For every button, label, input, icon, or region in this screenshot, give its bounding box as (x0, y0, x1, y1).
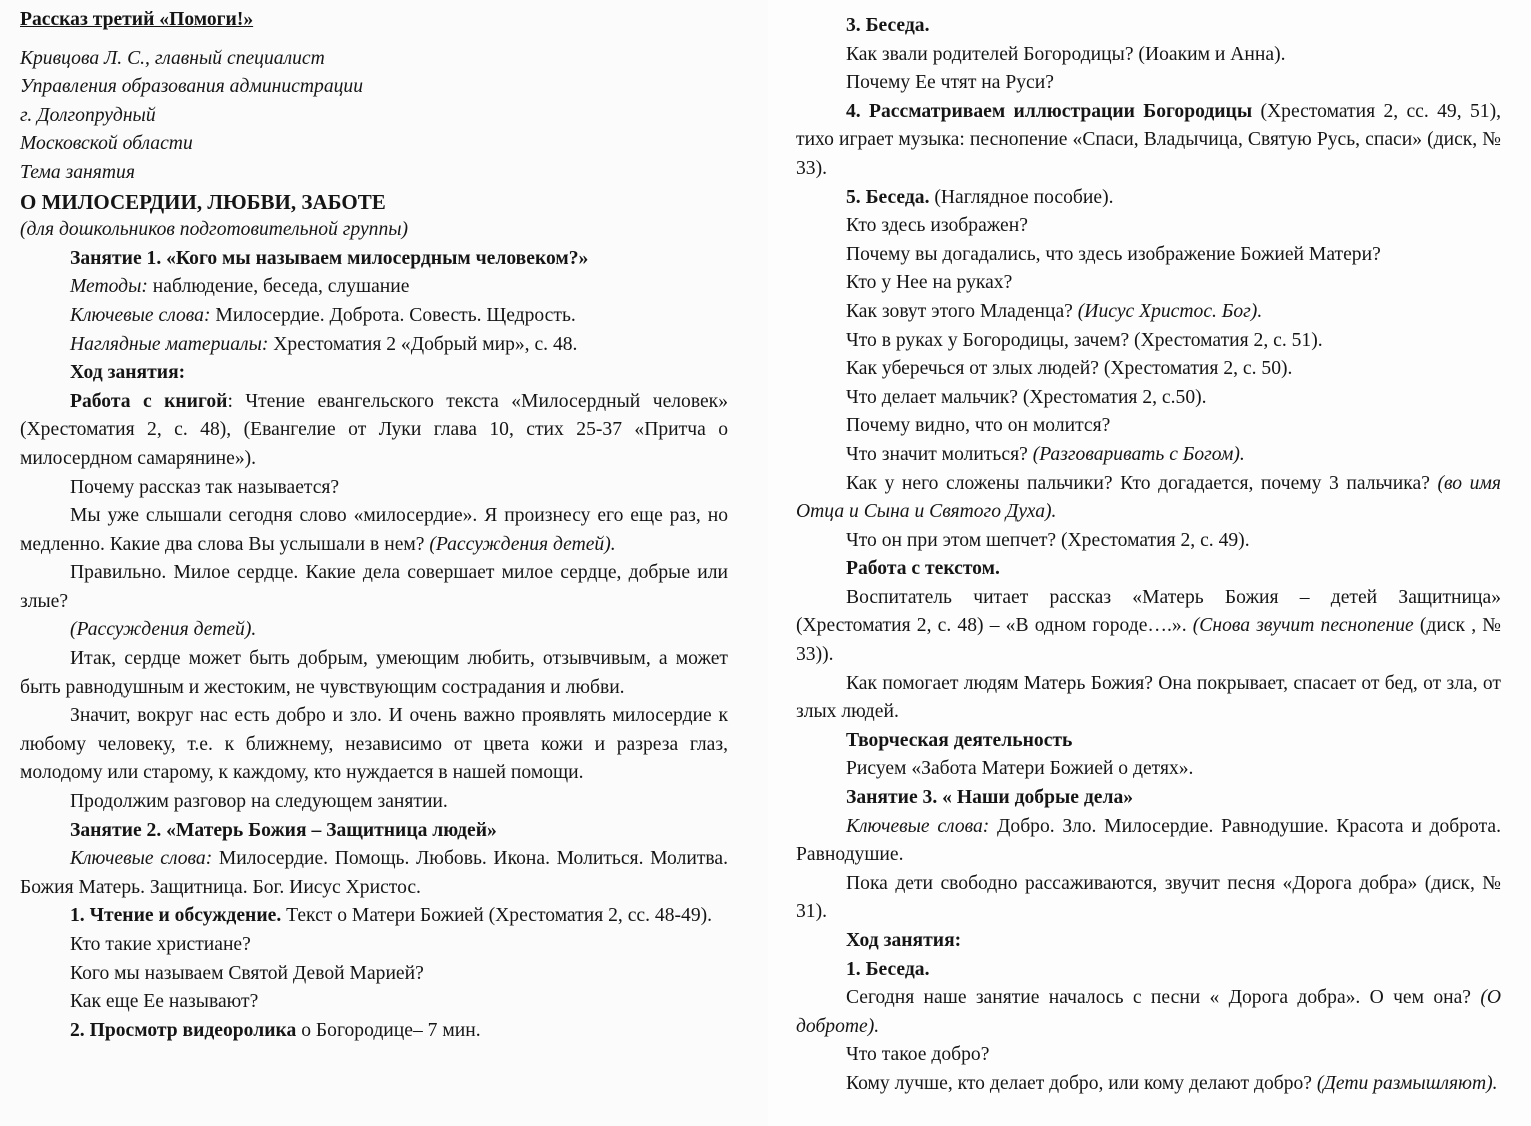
question-2: Почему вы догадались, что здесь изображение Божией Матери? (846, 243, 1381, 265)
author-line-4: Московской области (20, 133, 193, 155)
question-5: Что в руках у Богородицы, зачем? (Хрестоматия 2, с. 51). (846, 329, 1323, 351)
right-page (768, 0, 1531, 1126)
teacher-disc: (диск , № 33)). (796, 615, 1502, 666)
course-heading-1: Ход занятия: (70, 362, 186, 384)
question-10 (796, 470, 1501, 527)
question-4-text: Как зовут этого Младенца? (846, 300, 1078, 322)
question-why-name: Почему рассказ так называется? (70, 476, 340, 498)
methods-label: Методы: (70, 276, 148, 298)
word-paragraph (20, 502, 728, 559)
question-6: Как уберечься от злых людей? (Хрестоматия 2, с. 50). (846, 358, 1293, 380)
topic-heading: О МИЛОСЕРДИИ, ЛЮБВИ, ЗАБОТЕ (20, 189, 386, 214)
visual1-line (20, 331, 728, 360)
question-1: Кто здесь изображен? (846, 215, 1028, 237)
began-text: Сегодня наше занятие началось с песни « Дорога добра». О чем она? (846, 987, 1481, 1009)
teacher-paragraph (796, 584, 1501, 670)
keywords3-line (796, 813, 1501, 870)
question-better-text: Кому лучше, кто делает добро, или кому делают добро? (846, 1072, 1317, 1094)
illustrations-paragraph (796, 98, 1501, 184)
topic-label: Тема занятия (20, 161, 135, 183)
question-9-answer: (Разговаривать с Богом). (1032, 443, 1245, 465)
talk5-text: (Наглядное пособие). (929, 186, 1114, 208)
question-virgin: Кого мы называем Святой Девой Марией? (70, 962, 424, 984)
visual1-text: Хрестоматия 2 «Добрый мир», с. 48. (268, 333, 578, 355)
question-what-good: Что такое добро? (846, 1044, 990, 1066)
talk5-line (796, 184, 1501, 213)
methods-line (20, 273, 728, 302)
reading-text: Текст о Матери Божией (Хрестоматия 2, сс. 48-49). (281, 905, 713, 927)
talk1-heading: 1. Беседа. (846, 958, 930, 980)
talk5-label: 5. Беседа. (846, 186, 930, 208)
question-christians: Кто такие христиане? (70, 934, 251, 955)
illustrations-text: (Хрестоматия 2, сс. 49, 51), тихо играет музыка: песнопение «Спаси, Владычица, Святую Русь, спаси» (диск, № 33). (796, 100, 1501, 179)
drawing-line: Рисуем «Забота Матери Божией о детях». (846, 758, 1194, 780)
reading-label: 1. Чтение и обсуждение. (70, 905, 282, 927)
began-paragraph (796, 984, 1501, 1041)
helps-paragraph: Как помогает людям Матерь Божия? Она покрывает, спасает от бед, от зла, от злых людей. (796, 672, 1501, 723)
book-work-text: : Чтение евангельского текста «Милосердный человек» (Хрестоматия 2, с. 48), (Евангелие от Луки глава 10, стих 25-37 «Притча о милосердном самарянине»). (20, 390, 728, 469)
author-line-1: Кривцова Л. С., главный специалист (20, 47, 325, 69)
right-paragraph: Правильно. Милое сердце. Какие дела совершает милое сердце, добрые или злые? (20, 562, 728, 612)
lesson3-title: Занятие 3. « Наши добрые дела» (846, 787, 1134, 809)
teacher-text: Воспитатель читает рассказ «Матерь Божия – детей Защитница» (Хрестоматия 2, с. 48) – «В одном городе….». (796, 586, 1501, 637)
course-heading-2: Ход занятия: (846, 930, 962, 951)
question-11: Что он при этом шепчет? (Хрестоматия 2, с. 49). (846, 529, 1250, 551)
illustrations-label: 4. Рассматриваем иллюстрации Богородицы (846, 100, 1253, 122)
question-10-text: Как у него сложены пальчики? Кто догадается, почему 3 пальчика? (846, 472, 1438, 494)
song-paragraph: Пока дети свободно рассаживаются, звучит песня «Дорога добра» (диск, № 31). (796, 872, 1501, 923)
question-10-answer: (во имя Отца и Сына и Святого Духа). (796, 472, 1501, 523)
talk3-heading: 3. Беседа. (846, 15, 930, 36)
reasoning-note: (Рассуждения детей). (70, 619, 257, 641)
creative-heading: Творческая деятельность (846, 729, 1073, 751)
question-better (796, 1070, 1501, 1099)
question-better-answer: (Дети размышляют). (1316, 1072, 1498, 1094)
keywords2-line (20, 845, 728, 902)
word-text: Мы уже слышали сегодня слово «милосердие». Я произнесу его еще раз, но медленно. Какие два слова Вы услышали в нем? (20, 505, 728, 555)
question-9 (796, 441, 1501, 470)
keywords3-label: Ключевые слова: (846, 815, 990, 837)
author-line-3: г. Долгопрудный (20, 104, 156, 126)
book-work-paragraph (20, 388, 728, 474)
author-line-2: Управления образования администрации (20, 76, 364, 98)
video-text: о Богородице– 7 мин. (296, 1019, 481, 1041)
video-line (20, 1017, 728, 1046)
keywords1-text: Милосердие. Доброта. Совесть. Щедрость. (210, 304, 576, 326)
lesson2-title: Занятие 2. «Матерь Божия – Защитница людей» (70, 819, 497, 841)
audience-note: (для дошкольников подготовительной группы) (20, 219, 409, 241)
keywords3-text: Добро. Зло. Милосердие. Равнодушие. Красота и доброта. Равнодушие. (796, 815, 1501, 866)
book-work-label: Работа с книгой (70, 390, 228, 412)
good-evil-paragraph: Значит, вокруг нас есть добро и зло. И очень важно проявлять милосердие к любому человеку, т.е. к ближнему, независимо от цвета кожи и разреза глаз, молодому или старому, к каждому, кто нуждается в нашей помощи. (20, 705, 728, 784)
question-called: Как еще Ее называют? (70, 991, 259, 1013)
keywords1-label: Ключевые слова: (70, 304, 211, 326)
question-4-answer: (Иисус Христос. Бог). (1077, 300, 1263, 322)
teacher-note: (Снова звучит песнопение (1192, 615, 1414, 637)
question-8: Почему видно, что он молится? (846, 415, 1111, 437)
question-honor: Почему Ее чтят на Руси? (846, 72, 1054, 94)
methods-text: наблюдение, беседа, слушание (147, 276, 410, 298)
video-label: 2. Просмотр видеоролика (70, 1019, 297, 1041)
lesson1-title: Занятие 1. «Кого мы называем милосердным человеком?» (70, 247, 589, 269)
continue-paragraph: Продолжим разговор на следующем занятии. (70, 791, 448, 813)
question-3: Кто у Нее на руках? (846, 272, 1013, 294)
began-answer: (О доброте). (796, 987, 1501, 1037)
question-parents: Как звали родителей Богородицы? (Иоаким и Анна). (846, 43, 1286, 65)
heart-paragraph: Итак, сердце может быть добрым, умеющим любить, отзывчивым, а может быть равнодушным и жестоким, не чувствующим сострадания и любви. (20, 648, 728, 698)
keywords2-label: Ключевые слова: (70, 848, 213, 870)
word-answer: (Рассуждения детей). (429, 533, 616, 555)
reading-paragraph (20, 902, 728, 931)
visual1-label: Наглядные материалы: (70, 333, 269, 355)
keywords1-line (20, 302, 728, 331)
question-9-text: Что значит молиться? (846, 443, 1033, 465)
keywords2-text: Милосердие. Помощь. Любовь. Икона. Молиться. Молитва. Божия Матерь. Защитница. Бог. Иисус Христос. (20, 848, 728, 898)
question-7: Что делает мальчик? (Хрестоматия 2, с.50). (846, 386, 1207, 408)
text-work-heading: Работа с текстом. (846, 558, 1000, 580)
story-title: Рассказ третий «Помоги!» (20, 9, 254, 30)
question-4 (796, 298, 1501, 327)
